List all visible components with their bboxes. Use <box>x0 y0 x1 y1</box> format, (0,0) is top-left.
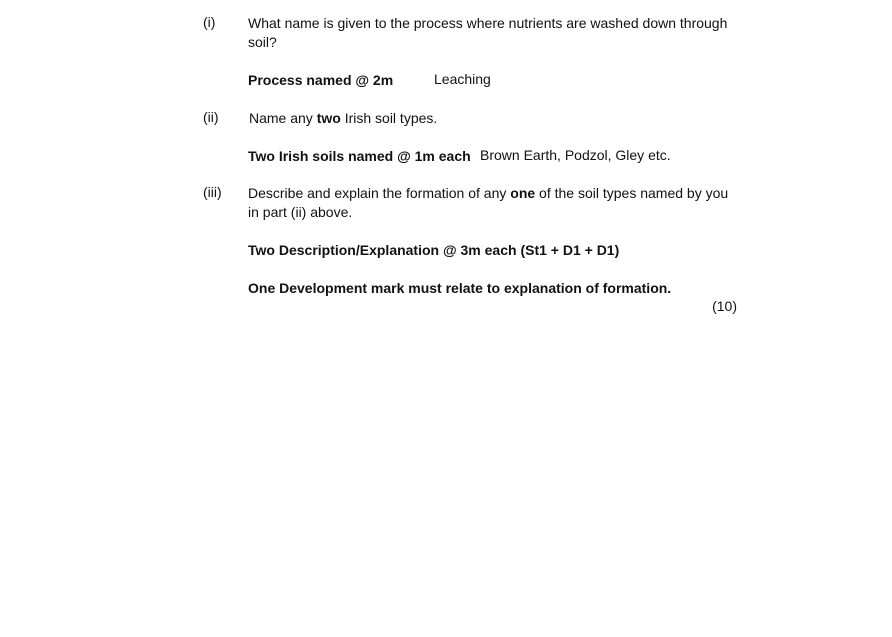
question-text-ii: Name any two Irish soil types. <box>249 110 438 126</box>
mark-label-i: Process named @ 2m <box>248 72 394 88</box>
development-note: One Development mark must relate to explanation of formation. <box>248 280 672 296</box>
mark-label-iii: Two Description/Explanation @ 3m each (St1 + D1 + D1) <box>248 242 620 258</box>
question-number-ii: (ii) <box>203 109 219 125</box>
answer-ii: Brown Earth, Podzol, Gley etc. <box>480 147 671 163</box>
answer-i: Leaching <box>434 71 491 87</box>
question-text-i: What name is given to the process where nutrients are washed down through soil? <box>248 15 728 50</box>
total-marks: (10) <box>712 298 737 314</box>
question-number-i: (i) <box>203 14 216 30</box>
question-text-iii: Describe and explain the formation of any one of the soil types named by you in part (ii) above. <box>248 185 729 220</box>
question-number-iii: (iii) <box>203 184 222 200</box>
mark-label-ii: Two Irish soils named @ 1m each <box>248 148 471 164</box>
